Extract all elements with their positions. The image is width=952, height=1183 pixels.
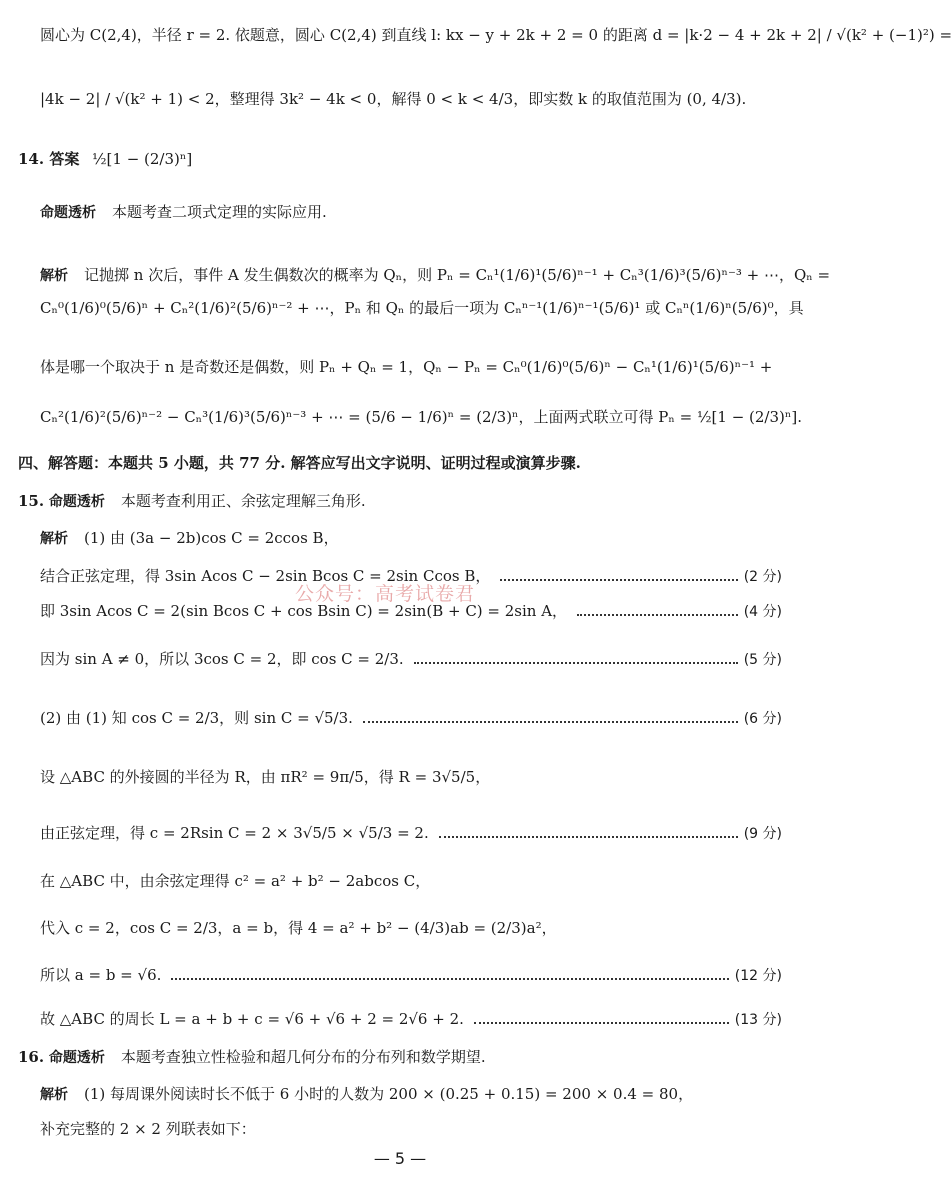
q15-header	[18, 490, 366, 513]
q14-intent-text: 本题考查二项式定理的实际应用.	[112, 203, 327, 221]
q15-line-3-text: 即 3sin Acos C = 2(sin Bcos C + cos Bsin C) = 2sin(B + C) = 2sin A，	[40, 602, 568, 620]
score-mark: (13 分)	[734, 1012, 782, 1028]
q14-analysis-line-3: 体是哪一个取决于 n 是奇数还是偶数，则 Pₙ + Qₙ = 1，Qₙ − Pₙ = Cₙ⁰(1/6)⁰(5/6)ⁿ − Cₙ¹(1/6)¹(5/6)ⁿ⁻¹ +	[40, 358, 773, 376]
q14-analysis-line-4: Cₙ²(1/6)²(5/6)ⁿ⁻² − Cₙ³(1/6)³(5/6)ⁿ⁻³ + ⋯ = (5/6 − 1/6)ⁿ = (2/3)ⁿ，上面两式联立可得 Pₙ = ½[1 − (2/3)ⁿ].	[40, 408, 802, 426]
q15-line-1-text: (1) 由 (3a − 2b)cos C = 2ccos B，	[84, 529, 339, 547]
dot-leader	[171, 978, 728, 980]
dot-leader	[414, 662, 738, 664]
q15-number: 15.	[18, 492, 45, 510]
q15-line-10-text: 所以 a = b = √6.	[40, 966, 162, 984]
q16-number: 16.	[18, 1048, 45, 1066]
score-mark: (6 分)	[743, 711, 782, 727]
dot-leader	[439, 836, 738, 838]
q15-line-5	[40, 707, 782, 730]
q15-line-4-text: 因为 sin A ≠ 0，所以 3cos C = 2，即 cos C = 2/3.	[40, 650, 404, 668]
score-mark: (5 分)	[743, 652, 782, 668]
q16-analysis-label: 解析	[40, 1087, 68, 1103]
q16-line-2: 补充完整的 2 × 2 列联表如下：	[40, 1120, 256, 1138]
dot-leader	[363, 721, 738, 723]
dot-leader	[474, 1022, 729, 1024]
q13-line-2: |4k − 2| / √(k² + 1) < 2，整理得 3k² − 4k < 0，解得 0 < k < 4/3，即实数 k 的取值范围为 (0, 4/3).	[40, 90, 747, 108]
dot-leader	[500, 579, 737, 581]
dot-leader	[577, 614, 738, 616]
q14-analysis-line-1	[40, 264, 831, 287]
q14-intent	[40, 201, 782, 224]
q15-intent-text: 本题考查利用正、余弦定理解三角形.	[120, 492, 366, 510]
section-4-heading: 四、解答题：本题共 5 小题，共 77 分. 解答应写出文字说明、证明过程或演算步骤.	[18, 454, 581, 472]
q15-line-4	[40, 648, 782, 671]
q15-line-10	[40, 964, 782, 987]
q15-line-5-text: (2) 由 (1) 知 cos C = 2/3，则 sin C = √5/3.	[40, 709, 353, 727]
q14-analysis-line-2: Cₙ⁰(1/6)⁰(5/6)ⁿ + Cₙ²(1/6)²(5/6)ⁿ⁻² + ⋯，Pₙ 和 Qₙ 的最后一项为 Cₙⁿ⁻¹(1/6)ⁿ⁻¹(5/6)¹ 或 Cₙⁿ(1/6)ⁿ(5/6)⁰，具	[40, 299, 804, 317]
score-mark: (9 分)	[743, 826, 782, 842]
q16-line-1	[40, 1083, 782, 1106]
q15-analysis-label: 解析	[40, 531, 68, 547]
q15-line-8: 在 △ABC 中，由余弦定理得 c² = a² + b² − 2abcos C，	[40, 872, 431, 890]
q14-number: 14. 答案	[18, 150, 80, 168]
q15-line-2-text: 结合正弦定理，得 3sin Acos C − 2sin Bcos C = 2sin Ccos B，	[40, 567, 491, 585]
q15-line-7-text: 由正弦定理，得 c = 2Rsin C = 2 × 3√5/5 × √5/3 = 2.	[40, 824, 429, 842]
score-mark: (4 分)	[743, 604, 782, 620]
score-mark: (12 分)	[734, 968, 782, 984]
page-number: — 5 —	[373, 1149, 427, 1168]
watermark: 公众号：高考试卷君	[295, 583, 476, 605]
q13-line-1: 圆心为 C(2,4)，半径 r = 2. 依题意，圆心 C(2,4) 到直线 l: kx − y + 2k + 2 = 0 的距离 d = |k·2 − 4 + 2k + 2| / √(k² + (−1)²) =	[40, 26, 952, 44]
q15-line-11	[40, 1008, 782, 1031]
q16-intent-label: 命题透析	[48, 1050, 105, 1066]
q14-analysis-label: 解析	[40, 268, 68, 284]
q15-line-1	[40, 527, 782, 550]
q14-intent-label: 命题透析	[40, 205, 96, 221]
q15-line-11-text: 故 △ABC 的周长 L = a + b + c = √6 + √6 + 2 = 2√6 + 2.	[40, 1010, 464, 1028]
q15-line-7	[40, 822, 782, 845]
q14-analysis-text-1: 记抛掷 n 次后，事件 A 发生偶数次的概率为 Qₙ，则 Pₙ = Cₙ¹(1/6)¹(5/6)ⁿ⁻¹ + Cₙ³(1/6)³(5/6)ⁿ⁻³ + ⋯，Qₙ =	[84, 266, 831, 284]
q16-intent-text: 本题考查独立性检验和超几何分布的分布列和数学期望.	[120, 1048, 486, 1066]
score-mark: (2 分)	[743, 569, 782, 585]
q15-line-6: 设 △ABC 的外接圆的半径为 R，由 πR² = 9π/5，得 R = 3√5/5，	[40, 768, 491, 786]
q16-header	[18, 1046, 486, 1069]
q14-answer: ½[1 − (2/3)ⁿ]	[92, 150, 193, 168]
q16-line-1-text: (1) 每周课外阅读时长不低于 6 小时的人数为 200 × (0.25 + 0.15) = 200 × 0.4 = 80，	[84, 1085, 694, 1103]
q15-line-9: 代入 c = 2，cos C = 2/3，a = b，得 4 = a² + b² − (4/3)ab = (2/3)a²，	[40, 919, 557, 937]
q15-intent-label: 命题透析	[48, 494, 105, 510]
